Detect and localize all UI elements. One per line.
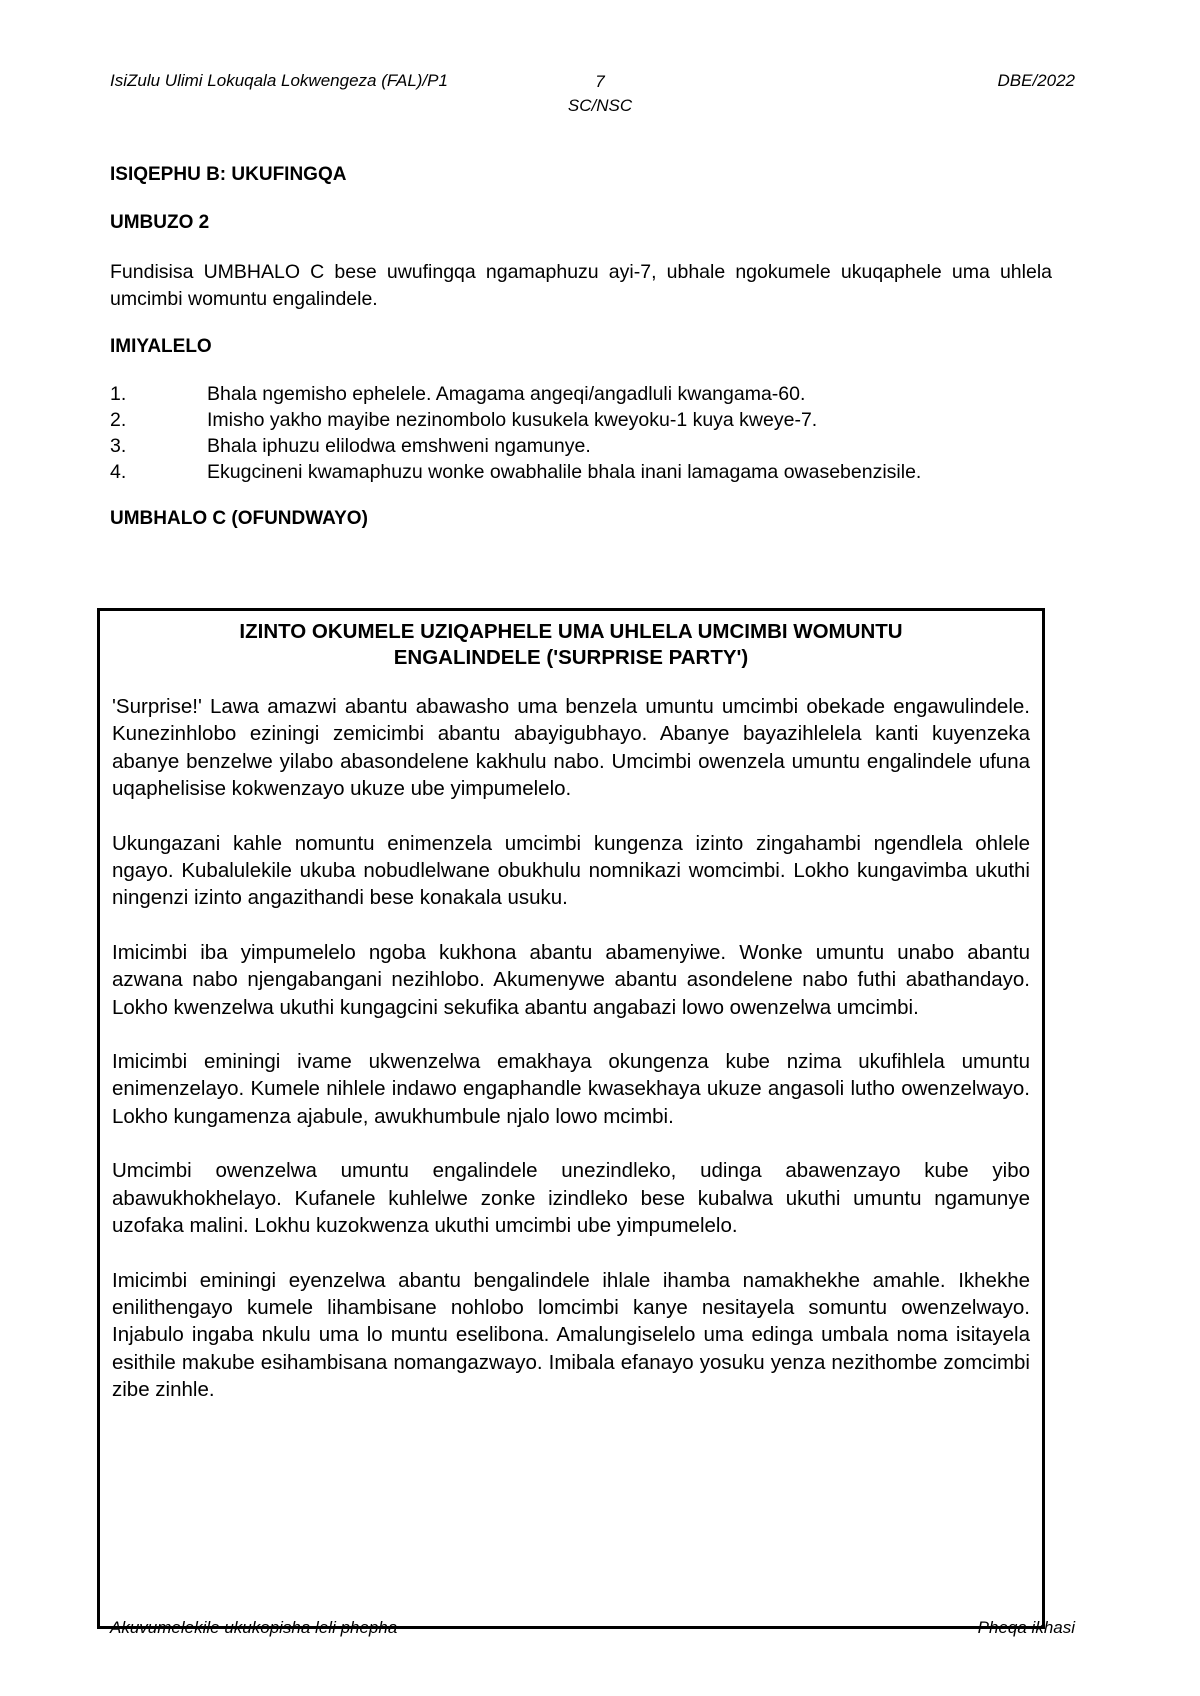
box-paragraph: Imicimbi eminingi ivame ukwenzelwa emakhaya okungenza kube nzima ukufihlela umuntu enimenzelayo. Kumele nihlele indawo engaphandle kwasekhaya ukuze angasoli lutho owenzelwayo. Lokho kungamenza ajabule, awukhumbule njalo lowo mcimbi. bbox=[112, 1050, 1030, 1128]
header-subject: IsiZulu Ulimi Lokuqala Lokwengeza (FAL)/P1 bbox=[110, 71, 448, 90]
instruction-item bbox=[110, 459, 1052, 485]
box-paragraph: Umcimbi owenzelwa umuntu engalindele unezindleko, udinga abawenzayo kube yibo abawukhokhelayo. Kufanele kuhlelwe zonke izindleko bese kubalwa ukuthi umuntu ngamunye uzofaka malini. Lokhu kuzokwenza ukuthi umcimbi ube yimpumelelo. bbox=[112, 1159, 1030, 1238]
instruction-text: Bhala ngemisho ephelele. Amagama angeqi/angadluli kwangama-60. bbox=[207, 383, 806, 405]
instruction-item bbox=[110, 433, 1052, 459]
box-paragraph: Ukungazani kahle nomuntu enimenzela umcimbi kungenza izinto zingahambi ngendlela ohlele ngayo. Kubalulekile ukuba nobudlelwane obukhulu nomnikazi womcimbi. Lokho kungavimba ukuthi ningenzi izinto angazithandi bese konakala usuku. bbox=[112, 831, 1030, 910]
box-paragraph: 'Surprise!' Lawa amazwi abantu abawasho uma benzela umuntu umcimbi obekade engawulindele. Kunezinhlobo eziningi zemicimbi abantu abayigubhayo. Abanye bayazihlelela kanti kuyenzeka abanye benzelwe yilabo abasondelene kakhulu nabo. Umcimbi owenzela umuntu engalindele ufuna uqaphelisise kokwenzayo ukuze ube yimpumelelo. bbox=[112, 695, 1030, 801]
instruction-number: 3. bbox=[110, 435, 127, 457]
instructions-list bbox=[110, 381, 1052, 485]
instruction-text: Ekugcineni kwamaphuzu wonke owabhalile bhala inani lamagama owasebenzisile. bbox=[207, 461, 922, 483]
box-paragraph: Imicimbi eminingi eyenzelwa abantu bengalindele ihlale ihamba namakhekhe amahle. Ikhekhe enilithengayo kumele lihambisane nohlobo lomcimbi kanye nesitayela somuntu owenzelwayo. Injabulo ingaba nkulu uma lo muntu eselibona. Amalungiselelo uma edinga umbala noma isitayela esithile makube esihambisana nomangazwayo. Imibala efanayo yosuku yenza nezithombe zomcimbi zibe zinhle. bbox=[112, 1268, 1030, 1402]
instruction-item bbox=[110, 381, 1052, 407]
question-title: UMBUZO 2 bbox=[110, 212, 210, 233]
box-title-line: IZINTO OKUMELE UZIQAPHELE UMA UHLELA UMCIMBI WOMUNTU bbox=[239, 620, 903, 643]
question-intro: Fundisisa UMBHALO C bese uwufingqa ngamaphuzu ayi-7, ubhale ngokumele ukuqaphele uma uhlela umcimbi womuntu engalindele. bbox=[110, 261, 1052, 310]
box-title-line: ENGALINDELE ('SURPRISE PARTY') bbox=[393, 646, 749, 669]
section-title: ISIQEPHU B: UKUFINGQA bbox=[110, 164, 347, 185]
box-paragraph: Imicimbi iba yimpumelelo ngoba kukhona abantu abamenyiwe. Wonke umuntu unabo abantu azwana nabo njengabangani nezihlobo. Akumenywe abantu asondelene nabo futhi abathandayo. Lokho kwenzelwa ukuthi kungagcini sekufika abantu angabazi lowo owenzelwa umcimbi. bbox=[112, 940, 1030, 1019]
header-publisher: DBE/2022 bbox=[997, 71, 1075, 90]
instruction-number: 1. bbox=[110, 383, 127, 405]
instruction-item bbox=[110, 407, 1052, 433]
instruction-text: Imisho yakho mayibe nezinombolo kusukela kweyoku-1 kuya kweye-7. bbox=[207, 409, 818, 431]
text-title: UMBHALO C (OFUNDWAYO) bbox=[110, 508, 368, 529]
reading-text-box bbox=[97, 608, 1045, 1629]
footer-turn-page: Pheqa ikhasi bbox=[977, 1618, 1075, 1637]
page-number: 7 bbox=[595, 72, 605, 91]
instruction-text: Bhala iphuzu elilodwa emshweni ngamunye. bbox=[207, 435, 591, 457]
instructions-title: IMIYALELO bbox=[110, 336, 212, 357]
main-content bbox=[110, 163, 1052, 531]
header-level: SC/NSC bbox=[567, 96, 633, 115]
box-title bbox=[112, 619, 1030, 671]
footer-copyright: Akuvumelekile ukukopisha leli phepha bbox=[110, 1618, 398, 1637]
instruction-number: 2. bbox=[110, 409, 127, 431]
instruction-number: 4. bbox=[110, 461, 127, 483]
